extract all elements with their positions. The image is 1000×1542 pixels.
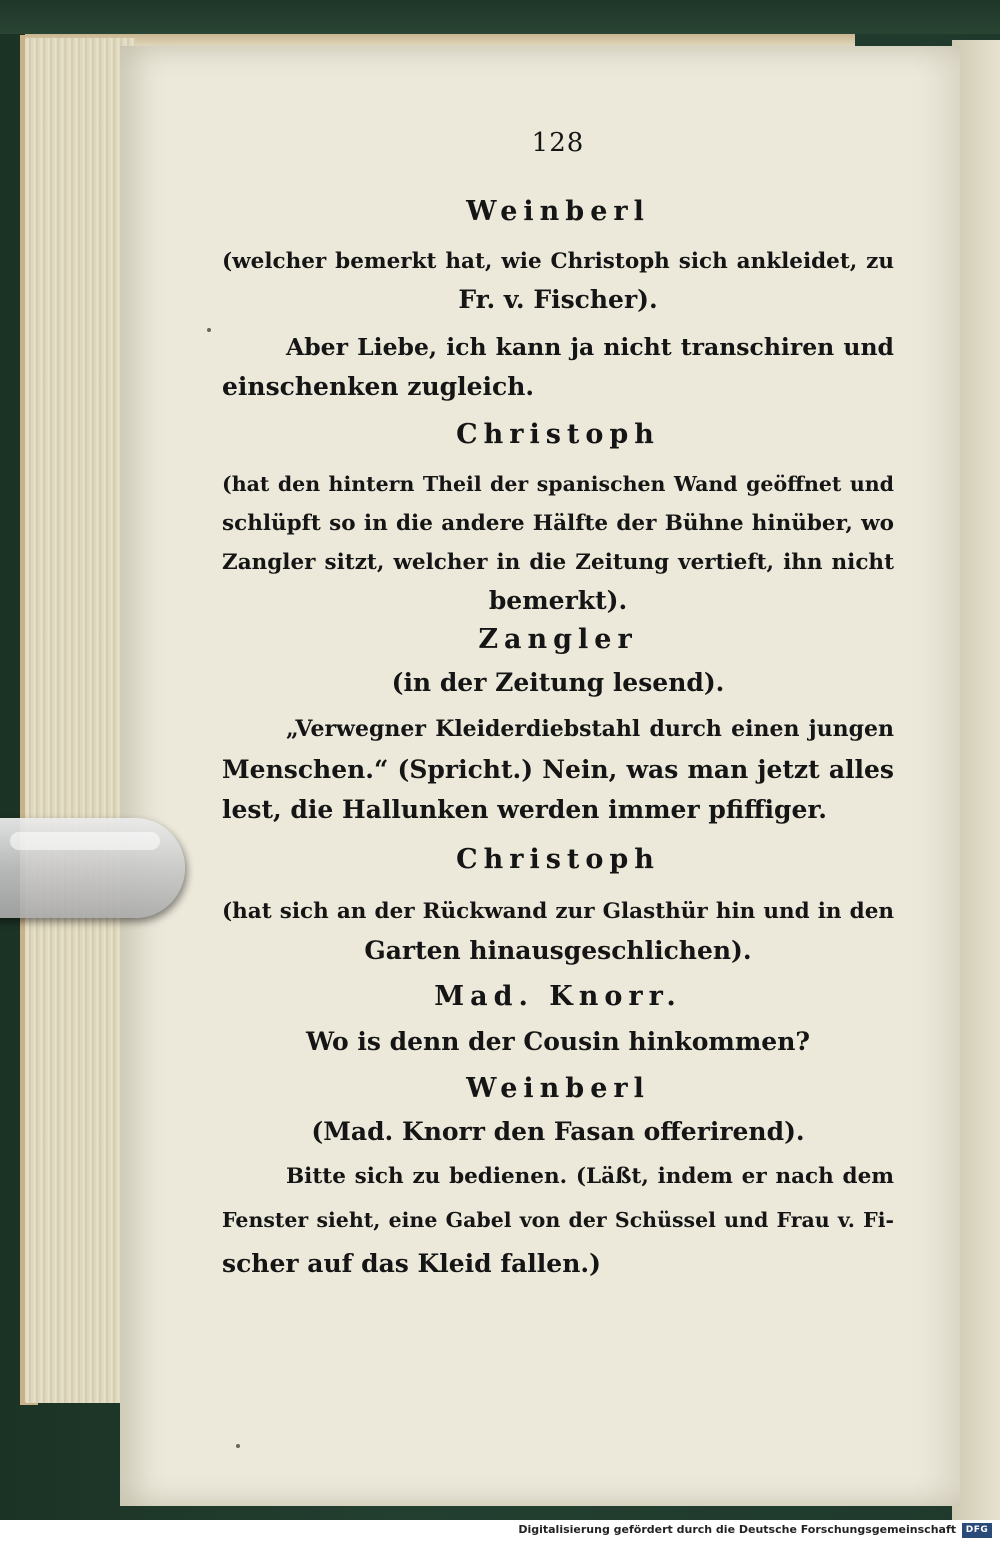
page-speck (207, 328, 211, 332)
text-line: scher auf das Kleid fallen.) (222, 1249, 601, 1278)
text-line: (hat den hintern Theil der spanischen Wand geöffnet und (222, 472, 894, 496)
stage-direction-line: (Mad. Knorr den Fasan offerirend). (311, 1117, 805, 1146)
dfg-logo: DFG (962, 1523, 992, 1538)
scan-top-band (0, 0, 1000, 34)
text-line: Fenster sieht, eine Gabel von der Schüssel und Frau v. Fi- (222, 1208, 894, 1232)
stage-direction-line: Wo is denn der Cousin hinkommen? (305, 1027, 811, 1056)
text-line: einschenken zugleich. (222, 372, 535, 401)
speaker-name: Zangler (478, 624, 638, 655)
page-stack-edges (25, 38, 135, 1403)
stage-direction-line: Garten hinausgeschlichen). (364, 936, 752, 965)
speaker-name: Mad. Knorr. (434, 981, 682, 1012)
text-line: lest, die Hallunken werden immer pfiffiger. (222, 795, 827, 824)
text-line: Zangler sitzt, welcher in die Zeitung vertieft, ihn nicht (222, 550, 894, 575)
text-line: schlüpft so in die andere Hälfte der Bühne hinüber, wo (222, 511, 894, 536)
page-speck (236, 1444, 240, 1448)
page-clip (0, 810, 190, 928)
page-number: 128 (531, 128, 585, 158)
speaker-name: Weinberl (466, 196, 650, 227)
text-line: Menschen.“ (Spricht.) Nein, was man jetzt alles (222, 755, 894, 784)
stage-direction-line: Fr. v. Fischer). (458, 285, 658, 314)
speaker-name: Christoph (456, 419, 660, 450)
dialogue-line: „Verwegner Kleiderdiebstahl durch einen jungen (286, 716, 894, 742)
stage-direction-line: bemerkt). (488, 586, 628, 615)
clip-highlight (10, 832, 160, 850)
dialogue-line: Bitte sich zu bedienen. (Läßt, indem er nach dem (286, 1164, 894, 1189)
footer-bar (0, 1520, 1000, 1542)
funding-credit: Digitalisierung gefördert durch die Deutsche Forschungsgemeinschaft (518, 1523, 956, 1536)
text-line: (welcher bemerkt hat, wie Christoph sich ankleidet, zu (222, 249, 894, 274)
text-line: (hat sich an der Rückwand zur Glasthür hin und in den (222, 899, 894, 924)
speaker-name: Weinberl (466, 1073, 650, 1104)
speaker-name: Christoph (456, 844, 660, 875)
dialogue-line: Aber Liebe, ich kann ja nicht transchiren und (286, 333, 894, 361)
stage-direction-line: (in der Zeitung lesend). (391, 668, 725, 697)
